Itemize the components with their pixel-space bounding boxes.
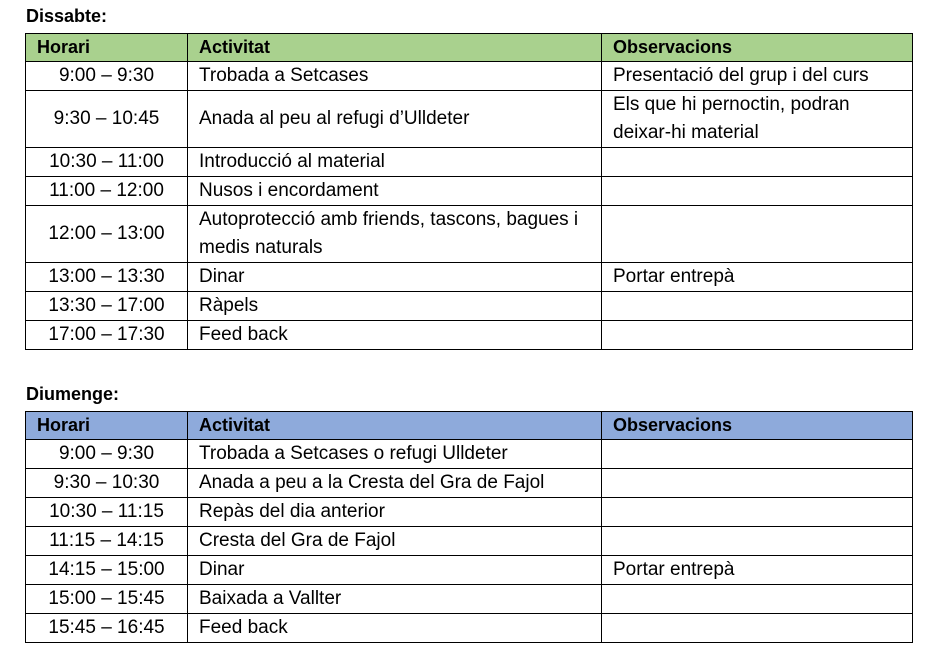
header-activitat: Activitat — [188, 412, 602, 440]
table-row — [26, 91, 913, 148]
time-cell: 15:00 – 15:45 — [26, 585, 188, 614]
activity-cell: Feed back — [188, 614, 602, 643]
time-cell: 9:30 – 10:45 — [26, 91, 188, 148]
notes-cell: Portar entrepà — [602, 556, 913, 585]
activity-cell: Trobada a Setcases o refugi Ulldeter — [188, 440, 602, 469]
time-cell: 11:00 – 12:00 — [26, 177, 188, 206]
table-header-row — [26, 412, 913, 440]
table-row — [26, 206, 913, 263]
notes-cell — [602, 614, 913, 643]
table-row — [26, 440, 913, 469]
table-row — [26, 556, 913, 585]
header-observacions: Observacions — [602, 34, 913, 62]
time-cell: 11:15 – 14:15 — [26, 527, 188, 556]
notes-cell — [602, 440, 913, 469]
time-cell: 15:45 – 16:45 — [26, 614, 188, 643]
time-cell: 9:00 – 9:30 — [26, 62, 188, 91]
activity-cell: Anada a peu a la Cresta del Gra de Fajol — [188, 469, 602, 498]
table-row — [26, 292, 913, 321]
activity-cell: Dinar — [188, 263, 602, 292]
notes-cell — [602, 177, 913, 206]
notes-cell — [602, 148, 913, 177]
notes-cell — [602, 206, 913, 263]
time-cell: 10:30 – 11:15 — [26, 498, 188, 527]
time-cell: 10:30 – 11:00 — [26, 148, 188, 177]
notes-cell — [602, 321, 913, 350]
table-row — [26, 263, 913, 292]
notes-cell — [602, 498, 913, 527]
table-row — [26, 527, 913, 556]
time-cell: 13:00 – 13:30 — [26, 263, 188, 292]
activity-cell: Cresta del Gra de Fajol — [188, 527, 602, 556]
table-row — [26, 62, 913, 91]
saturday-title: Dissabte: — [26, 6, 108, 26]
time-cell: 9:00 – 9:30 — [26, 440, 188, 469]
time-cell: 14:15 – 15:00 — [26, 556, 188, 585]
header-observacions: Observacions — [602, 412, 913, 440]
table-row — [26, 177, 913, 206]
time-cell: 12:00 – 13:00 — [26, 206, 188, 263]
table-header-row — [26, 34, 913, 62]
table-row — [26, 321, 913, 350]
table-row — [26, 585, 913, 614]
activity-cell: Ràpels — [188, 292, 602, 321]
table-row — [26, 469, 913, 498]
time-cell: 17:00 – 17:30 — [26, 321, 188, 350]
sunday-title: Diumenge: — [26, 384, 120, 404]
notes-cell — [602, 585, 913, 614]
notes-cell: Els que hi pernoctin, podran deixar-hi material — [602, 91, 913, 148]
activity-cell: Nusos i encordament — [188, 177, 602, 206]
activity-cell: Trobada a Setcases — [188, 62, 602, 91]
table-row — [26, 498, 913, 527]
activity-cell: Autoprotecció amb friends, tascons, bagues i medis naturals — [188, 206, 602, 263]
activity-cell: Introducció al material — [188, 148, 602, 177]
header-activitat: Activitat — [188, 34, 602, 62]
time-cell: 9:30 – 10:30 — [26, 469, 188, 498]
notes-cell — [602, 292, 913, 321]
notes-cell: Presentació del grup i del curs — [602, 62, 913, 91]
notes-cell — [602, 469, 913, 498]
activity-cell: Baixada a Vallter — [188, 585, 602, 614]
activity-cell: Feed back — [188, 321, 602, 350]
activity-cell: Repàs del dia anterior — [188, 498, 602, 527]
notes-cell — [602, 527, 913, 556]
table-row — [26, 148, 913, 177]
sunday-schedule-table — [25, 411, 913, 643]
table-row — [26, 614, 913, 643]
time-cell: 13:30 – 17:00 — [26, 292, 188, 321]
activity-cell: Dinar — [188, 556, 602, 585]
activity-cell: Anada al peu al refugi d’Ulldeter — [188, 91, 602, 148]
saturday-schedule-table — [25, 33, 913, 350]
notes-cell: Portar entrepà — [602, 263, 913, 292]
header-horari: Horari — [26, 34, 188, 62]
header-horari: Horari — [26, 412, 188, 440]
